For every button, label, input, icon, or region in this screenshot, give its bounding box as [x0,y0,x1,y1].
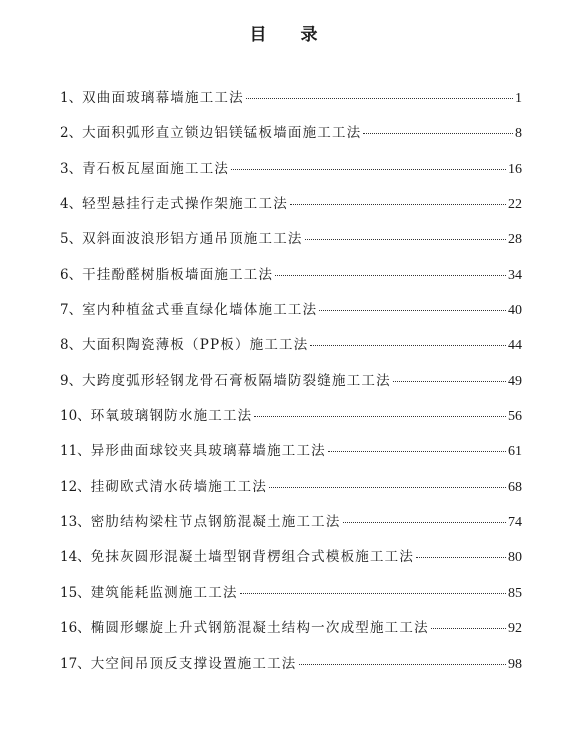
toc-entry[interactable] [60,263,522,298]
toc-entry[interactable] [60,510,522,545]
toc-entry-page: 85 [508,585,522,601]
toc-entry-number: 5、 [60,231,83,248]
toc-entry-page: 40 [508,303,522,319]
toc-entry[interactable] [60,404,522,439]
toc-entry-title: 异形曲面球铰夹具玻璃幕墙施工工法 [90,443,326,460]
toc-entry-number: 8、 [60,337,83,354]
toc-entry[interactable] [60,157,522,192]
toc-entry-title: 挂砌欧式清水砖墙施工工法 [90,478,268,495]
toc-entry-title: 青石板瓦屋面施工工法 [82,160,230,177]
toc-entry-page: 92 [508,621,522,637]
toc-entry-page: 68 [508,479,522,495]
toc-entry-title: 密肋结构梁柱节点钢筋混凝土施工工法 [90,514,341,531]
toc-entry[interactable] [60,298,522,333]
toc-dot-leader [231,168,506,170]
toc-entry-title: 大空间吊顶反支撑设置施工工法 [90,655,297,672]
toc-entry-title: 大跨度弧形轻钢龙骨石膏板隔墙防裂缝施工工法 [82,372,391,389]
toc-entry-number: 2、 [60,125,83,142]
toc-entry-page: 44 [508,338,522,354]
toc-entry-title: 大面积陶瓷薄板（PP板）施工工法 [82,337,309,354]
toc-entry[interactable] [60,86,522,121]
toc-entry-title: 建筑能耗监测施工工法 [90,584,238,601]
toc-entry-page: 28 [508,232,522,248]
toc-entry-page: 74 [508,515,522,531]
toc-dot-leader [254,415,506,417]
toc-entry[interactable] [60,121,522,156]
toc-entry-number: 16、 [60,620,91,637]
toc-dot-leader [240,592,506,594]
toc-dot-leader [319,309,506,311]
toc-entry-title: 轻型悬挂行走式操作架施工工法 [82,196,288,213]
toc-entry-number: 15、 [60,584,91,601]
toc-dot-leader [363,132,513,134]
toc-entry-page: 98 [508,656,522,672]
toc-entry-title: 干挂酚醛树脂板墙面施工工法 [82,266,274,283]
toc-entry-number: 3、 [60,160,83,177]
toc-dot-leader [290,203,506,205]
toc-dot-leader [246,97,513,99]
toc-entry[interactable] [60,545,522,580]
toc-entry-page: 34 [508,267,522,283]
toc-entry-page: 80 [508,550,522,566]
toc-entry[interactable] [60,369,522,404]
toc-entry-page: 56 [508,409,522,425]
toc-entry-page: 1 [515,91,522,106]
toc-entry[interactable] [60,581,522,616]
toc-entry-number: 7、 [60,302,83,319]
toc-dot-leader [343,521,506,523]
toc-entry[interactable] [60,439,522,474]
toc-entry-number: 14、 [60,549,91,566]
toc-entry-number: 6、 [60,266,83,283]
toc-entry-number: 4、 [60,196,83,213]
toc-entry-title: 椭圆形螺旋上升式钢筋混凝土结构一次成型施工工法 [90,620,429,637]
toc-entry-page: 22 [508,197,522,213]
toc-entry-title: 大面积弧形直立锁边铝镁锰板墙面施工工法 [82,125,362,142]
toc-entry-number: 9、 [60,372,83,389]
toc-entry[interactable] [60,652,522,687]
toc-dot-leader [310,344,506,346]
toc-entry-title: 环氧玻璃钢防水施工工法 [90,408,253,425]
toc-entry-page: 61 [508,444,522,460]
toc-dot-leader [275,274,506,276]
toc-entry-page: 49 [508,373,522,389]
toc-entry-number: 11、 [60,443,91,460]
toc-entry-number: 12、 [60,478,91,495]
toc-entry[interactable] [60,333,522,368]
toc-entry[interactable] [60,616,522,651]
toc-dot-leader [269,486,506,488]
toc-dot-leader [299,663,507,665]
toc-dot-leader [328,450,506,452]
toc-entry-number: 13、 [60,514,91,531]
toc-entry[interactable] [60,227,522,262]
toc-entry[interactable] [60,192,522,227]
toc-dot-leader [431,627,506,629]
toc-entry[interactable] [60,475,522,510]
toc-entry-title: 室内种植盆式垂直绿化墙体施工工法 [82,302,318,319]
toc-entry-page: 8 [515,126,522,142]
toc-entry-page: 16 [508,161,522,177]
toc-entry-title: 免抹灰圆形混凝土墙型钢背楞组合式模板施工工法 [90,549,415,566]
toc-entry-title: 双斜面波浪形铝方通吊顶施工工法 [82,231,303,248]
toc-entry-number: 17、 [60,655,91,672]
toc-entry-number: 10、 [60,408,91,425]
page-title: 目 录 [249,25,332,45]
toc-entry-number: 1、 [60,90,83,106]
toc-dot-leader [305,238,506,240]
table-of-contents [60,86,522,687]
toc-entry-title: 双曲面玻璃幕墙施工工法 [82,90,244,106]
toc-dot-leader [393,380,506,382]
toc-dot-leader [416,556,506,558]
